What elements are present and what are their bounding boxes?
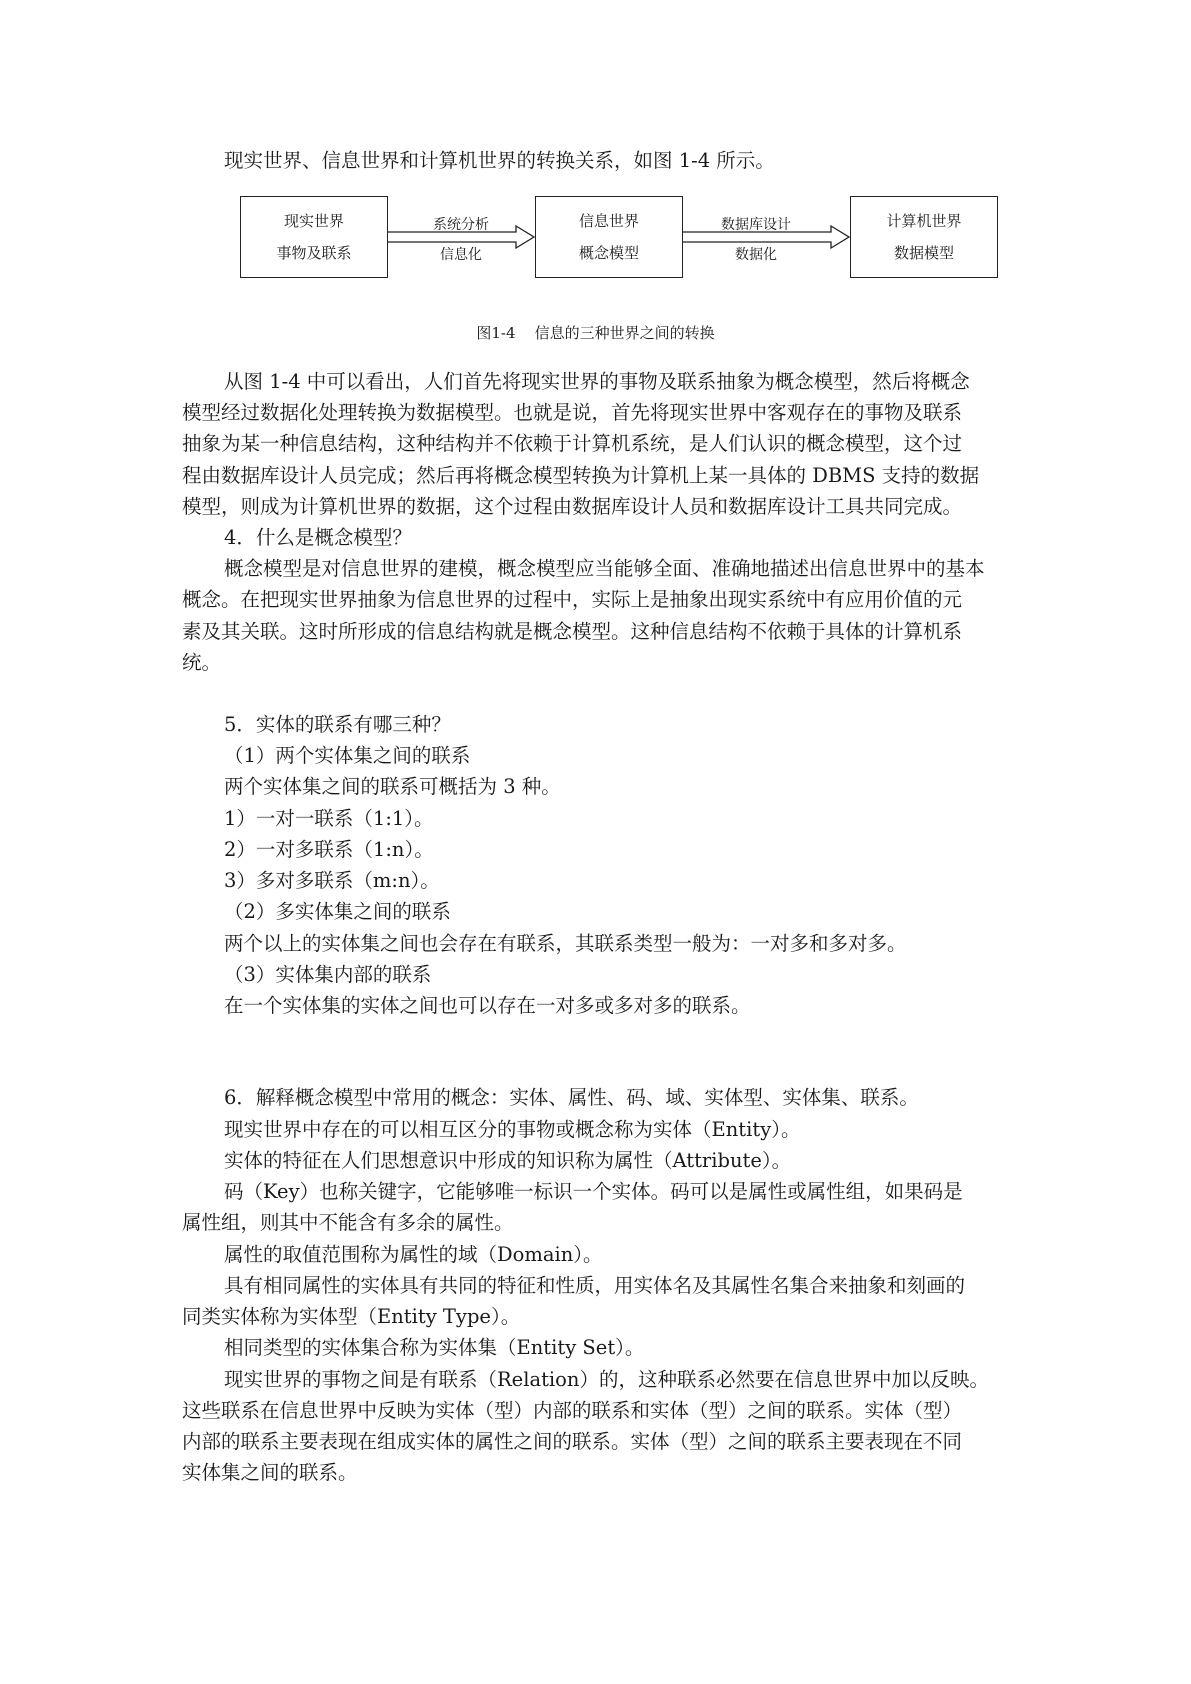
p2-line: 素及其关联。这时所形成的信息结构就是概念模型。这种信息结构不依赖于具体的计算机系: [182, 620, 963, 643]
arrow-1-top-label: 系统分析: [433, 217, 489, 233]
q6-line: 属性的取值范围称为属性的域（Domain）。: [224, 1243, 603, 1266]
figure-caption: 图1-4 信息的三种世界之间的转换: [476, 324, 715, 342]
real-world-box: [240, 196, 388, 278]
p1-line: 抽象为某一种信息结构，这种结构并不依赖于计算机系统，是人们认识的概念模型，这个过: [182, 432, 963, 455]
q6-line: 码（Key）也称关键字，它能够唯一标识一个实体。码可以是属性或属性组，如果码是: [224, 1180, 963, 1203]
computer-world-box: [850, 196, 998, 278]
q6-line: 这些联系在信息世界中反映为实体（型）内部的联系和实体（型）之间的联系。实体（型）: [182, 1399, 963, 1422]
q5-line: （3）实体集内部的联系: [224, 963, 432, 986]
info-world-subtitle: 概念模型: [578, 244, 639, 262]
arrow-2-bottom-label: 数据化: [735, 247, 777, 263]
q5-line: 3）多对多联系（m:n）。: [224, 869, 440, 892]
q5-line: 2）一对多联系（1:n）。: [224, 838, 434, 861]
q5-line: 1）一对一联系（1:1）。: [224, 807, 434, 830]
q5-line: 两个以上的实体集之间也会存在有联系，其联系类型一般为：一对多和多对多。: [224, 932, 907, 955]
q5-line: （2）多实体集之间的联系: [224, 900, 451, 923]
q6-line: 同类实体称为实体型（Entity Type）。: [182, 1305, 521, 1328]
intro-paragraph: 现实世界、信息世界和计算机世界的转换关系，如图 1-4 所示。: [224, 149, 775, 172]
q6-line: 现实世界中存在的可以相互区分的事物或概念称为实体（Entity）。: [224, 1118, 801, 1141]
p2-line: 统。: [182, 651, 222, 674]
arrow-2-top-label: 数据库设计: [721, 217, 791, 233]
q5-line: 在一个实体集的实体之间也可以存在一对多或多对多的联系。: [224, 994, 751, 1017]
p1-line: 模型经过数据化处理转换为数据模型。也就是说，首先将现实世界中客观存在的事物及联系: [182, 401, 963, 424]
p1-line: 从图 1-4 中可以看出，人们首先将现实世界的事物及联系抽象为概念模型，然后将概念: [224, 370, 970, 393]
p2-line: 概念模型是对信息世界的建模，概念模型应当能够全面、准确地描述出信息世界中的基本: [224, 557, 985, 580]
question-4: 4．什么是概念模型？: [224, 526, 412, 549]
q6-line: 属性组，则其中不能含有多余的属性。: [182, 1211, 514, 1234]
q6-line: 相同类型的实体集合称为实体集（Entity Set）。: [224, 1336, 645, 1359]
real-world-title: 现实世界: [283, 212, 344, 230]
q6-line: 内部的联系主要表现在组成实体的属性之间的联系。实体（型）之间的联系主要表现在不同: [182, 1430, 963, 1453]
info-world-title: 信息世界: [578, 212, 639, 230]
question-5: 5．实体的联系有哪三种？: [224, 713, 451, 736]
q6-line: 具有相同属性的实体具有共同的特征和性质，用实体名及其属性名集合来抽象和刻画的: [224, 1274, 966, 1297]
q6-line: 实体的特征在人们思想意识中形成的知识称为属性（Attribute）。: [224, 1149, 792, 1172]
conversion-diagram: [240, 196, 1000, 280]
q6-line: 实体集之间的联系。: [182, 1461, 358, 1484]
q5-line: （1）两个实体集之间的联系: [224, 744, 471, 767]
p1-line: 模型，则成为计算机世界的数据，这个过程由数据库设计人员和数据库设计工具共同完成。: [182, 495, 963, 518]
real-world-subtitle: 事物及联系: [276, 244, 352, 262]
q5-line: 两个实体集之间的联系可概括为 3 种。: [224, 775, 561, 798]
p1-line: 程由数据库设计人员完成；然后再将概念模型转换为计算机上某一具体的 DBMS 支持的数据: [182, 464, 980, 487]
question-6: 6．解释概念模型中常用的概念：实体、属性、码、域、实体型、实体集、联系。: [224, 1086, 919, 1109]
p2-line: 概念。在把现实世界抽象为信息世界的过程中，实际上是抽象出现实系统中有应用价值的元: [182, 588, 963, 611]
computer-world-subtitle: 数据模型: [893, 244, 954, 262]
computer-world-title: 计算机世界: [886, 212, 962, 230]
info-world-box: [535, 196, 683, 278]
arrow-1-bottom-label: 信息化: [440, 247, 482, 263]
q6-line: 现实世界的事物之间是有联系（Relation）的，这种联系必然要在信息世界中加以反映。: [224, 1368, 989, 1391]
